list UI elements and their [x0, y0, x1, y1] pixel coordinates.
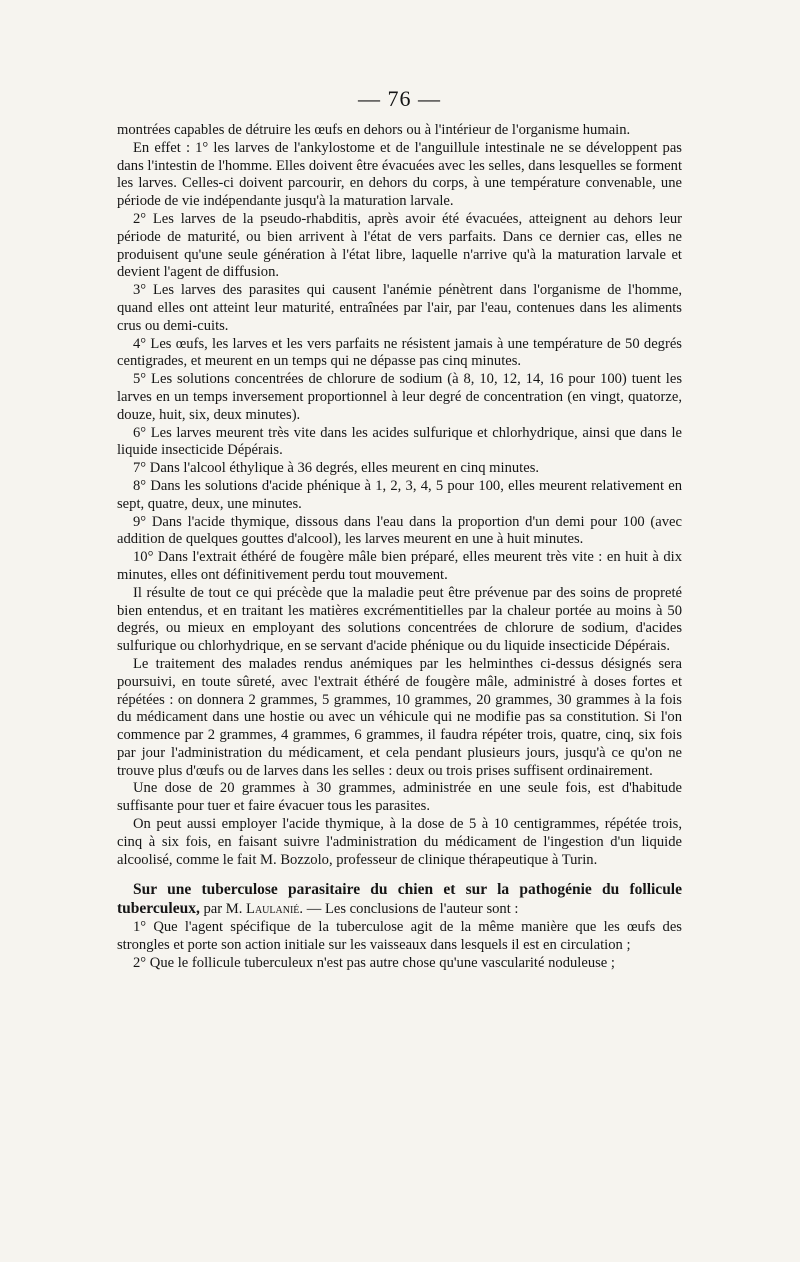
section-intro: [117, 881, 682, 919]
paragraph-item-3: 3° Les larves des parasites qui causent l'anémie pénètrent dans l'organisme de l'homme, quand elles ont atteint leur maturité, entraînées par l'air, par l'eau, contenues dans les aliments crus ou demi-cuits.: [117, 282, 682, 334]
paragraph-item-5: 5° Les solutions concentrées de chlorure de sodium (à 8, 10, 12, 14, 16 pour 100) tuent les larves en un temps inversement proportionnel à leur degré de concentration (en vingt, quatorze, douze, huit, six, deux minutes).: [117, 371, 682, 423]
paragraph-item-9: 9° Dans l'acide thymique, dissous dans l'eau dans la proportion d'un demi pour 100 (avec addition de quelques gouttes d'alcool), les larves meurent en une à huit minutes.: [117, 513, 682, 548]
section-author-prefix: par M.: [199, 901, 247, 918]
page-number: — 76 —: [358, 86, 441, 111]
paragraph-item-6: 6° Les larves meurent très vite dans les acides sulfurique et chlorhydrique, ainsi que dans le liquide insecticide Dépérais.: [117, 424, 682, 459]
section-heading: Sur une tuberculose parasitaire du chien et sur la pathogénie du follicule tuberculeux,: [117, 881, 682, 918]
paragraph-dose: Une dose de 20 grammes à 30 grammes, administrée en une seule fois, est d'habitude suffisante pour tuer et faire évacuer tous les parasites.: [117, 780, 682, 815]
section-author: Laulanié: [246, 901, 300, 918]
paragraph-item-1: En effet : 1° les larves de l'ankylostome et de l'anguillule intestinale ne se développent pas dans l'intestin de l'homme. Elles doivent être évacuées avec les selles, dans lesquelles se forment les larves. Celles-ci doivent parcourir, en dehors du corps, à une température convenable, une période de vie indépendante jusqu'à la maturation larvale.: [117, 139, 682, 210]
section-item-2: 2° Que le follicule tuberculeux n'est pas autre chose qu'une vascularité noduleuse ;: [133, 954, 615, 971]
paragraph-thymic-acid: On peut aussi employer l'acide thymique, à la dose de 5 à 10 centigrammes, répétée trois, cinq à six fois, en faisant suivre l'administration du médicament de l'ingestion d'un liquide alcoolisé, comme le fait M. Bozzolo, professeur de clinique thérapeutique à Turin.: [117, 816, 682, 868]
section-intro-text: . — Les conclusions de l'auteur sont :: [299, 901, 519, 918]
paragraph-continuation: montrées capables de détruire les œufs en dehors ou à l'intérieur de l'organisme humain.: [117, 122, 631, 138]
paragraph-item-2: 2° Les larves de la pseudo-rhabditis, après avoir été évacuées, atteignent au dehors leur période de maturité, ou bien arrivent à l'état de vers parfaits. Dans ce dernier cas, elles ne produisent qu'une seule génération à l'état libre, laquelle n'arrive qu'à la maturation larvale et devient l'agent de diffusion.: [117, 210, 682, 281]
section-item-1: 1° Que l'agent spécifique de la tuberculose agit de la même manière que les œufs des strongles et porte son action initiale sur les vaisseaux dans lesquels il est en circulation ;: [117, 919, 682, 953]
paragraph-item-10: 10° Dans l'extrait éthéré de fougère mâle bien préparé, elles meurent très vite : en huit à dix minutes, elles ont définitivement perdu tout mouvement.: [117, 549, 682, 583]
paragraph-prevention: Il résulte de tout ce qui précède que la maladie peut être prévenue par des soins de propreté bien entendus, et en traitant les matières excrémentitielles par la chaleur portée au moins à 50 degrés, ou mieux en employant des solutions concentrées de chlorure de sodium, d'acides sulfurique ou chlorhydrique, en se servant d'acide phénique ou du liquide insecticide Dépérais.: [117, 584, 682, 655]
paragraph-item-4: 4° Les œufs, les larves et les vers parfaits ne résistent jamais à une température de 50 degrés centigrades, et meurent en un temps qui ne dépasse pas cinq minutes.: [117, 335, 682, 370]
paragraph-item-8: 8° Dans les solutions d'acide phénique à 1, 2, 3, 4, 5 pour 100, elles meurent relativement en sept, quatre, deux, une minutes.: [117, 477, 682, 512]
paragraph-treatment: Le traitement des malades rendus anémiques par les helminthes ci-dessus désignés sera poursuivi, en toute sûreté, avec l'extrait éthéré de fougère mâle, administré à doses fortes et répétées : on donnera 2 grammes, 5 grammes, 10 grammes, 20 grammes, 30 grammes à la fois du médicament dans une hostie ou avec un véhicule qui ne modifie pas sa constitution. Si l'on commence par 2 grammes, 4 grammes, 6 grammes, il faudra répéter trois, quatre, cinq, six fois par jour l'administration du médicament, et cela pendant plusieurs jours, jusqu'à ce qu'on ne trouve plus d'œufs ou de larves dans les selles : deux ou trois prises suffisent ordinairement.: [117, 655, 682, 779]
body-text: [117, 122, 682, 972]
paragraph-item-7: 7° Dans l'alcool éthylique à 36 degrés, elles meurent en cinq minutes.: [133, 460, 540, 477]
